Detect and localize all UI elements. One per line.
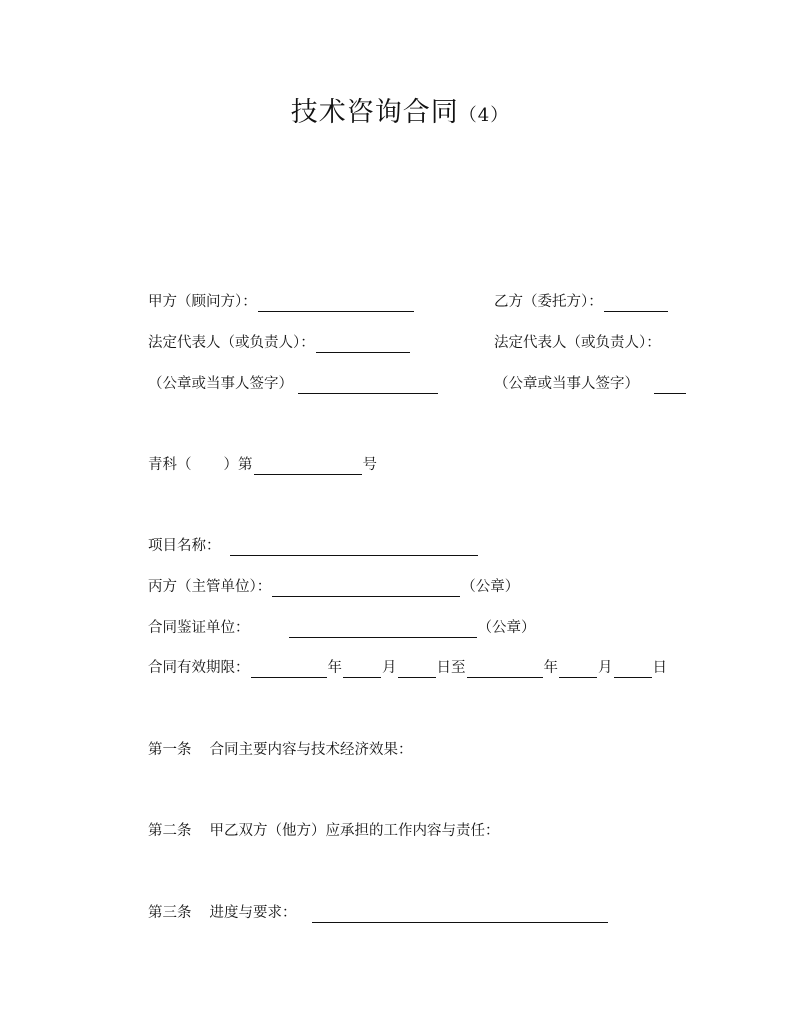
contract-no-field[interactable] [254, 459, 362, 475]
verify-unit-row [148, 618, 536, 638]
party-b-row [494, 292, 669, 312]
article-3-text: 进度与要求： [209, 905, 297, 921]
article-3-no: 第三条 [148, 905, 192, 921]
term-month2-label: 月 [598, 660, 613, 676]
party-a-seal-row [148, 374, 439, 394]
party-a-rep-field[interactable] [316, 337, 410, 353]
term-year-label: 年 [327, 660, 342, 676]
article-1 [148, 740, 413, 760]
party-a-row [148, 292, 415, 312]
contract-number-row [148, 455, 377, 475]
party-c-field[interactable] [272, 581, 460, 597]
project-name-field[interactable] [230, 540, 478, 556]
article-1-no: 第一条 [148, 742, 192, 758]
article-2-text: 甲乙双方（他方）应承担的工作内容与责任： [209, 823, 500, 839]
contract-no-prefix: 青科（ [148, 457, 192, 473]
article-3-field[interactable] [312, 907, 608, 923]
term-end-day-field[interactable] [614, 662, 652, 678]
term-start-year-field[interactable] [251, 662, 327, 678]
article-1-text: 合同主要内容与技术经济效果： [209, 742, 413, 758]
party-a-rep-label: 法定代表人（或负责人）： [148, 335, 315, 351]
party-c-label: 丙方（主管单位）： [148, 579, 272, 595]
party-c-row [148, 577, 519, 597]
term-end-month-field[interactable] [559, 662, 597, 678]
contract-no-suffix: 号 [362, 457, 377, 473]
title-main: 技术咨询合同 [290, 97, 459, 128]
project-name-label: 项目名称： [148, 538, 221, 554]
party-b-seal-row [494, 374, 687, 394]
contract-no-middle: ）第 [223, 457, 253, 473]
verify-unit-seal: （公章） [477, 620, 536, 636]
article-3 [148, 903, 609, 923]
party-a-name-field[interactable] [258, 296, 414, 312]
party-b-seal-label: （公章或当事人签字） [494, 376, 639, 392]
party-c-seal: （公章） [461, 579, 520, 595]
verify-unit-label: 合同鉴证单位： [148, 620, 250, 636]
party-a-seal-field[interactable] [298, 378, 438, 394]
term-month-label: 月 [382, 660, 397, 676]
party-b-name-field[interactable] [604, 296, 668, 312]
party-b-rep-row [494, 333, 661, 353]
article-2 [148, 821, 500, 841]
party-b-seal-field[interactable] [654, 378, 686, 394]
term-label: 合同有效期限： [148, 660, 250, 676]
party-a-seal-label: （公章或当事人签字） [148, 376, 293, 392]
document-title [0, 95, 800, 134]
term-day2-label: 日 [652, 660, 667, 676]
contract-term-row [148, 658, 667, 678]
term-day-to-label: 日至 [436, 660, 466, 676]
party-a-rep-row [148, 333, 411, 353]
term-year2-label: 年 [543, 660, 558, 676]
term-end-year-field[interactable] [467, 662, 543, 678]
term-start-day-field[interactable] [398, 662, 436, 678]
party-b-label: 乙方（委托方）： [494, 294, 603, 310]
title-suffix: （4） [458, 105, 510, 126]
article-2-no: 第二条 [148, 823, 192, 839]
verify-unit-field[interactable] [289, 622, 477, 638]
term-start-month-field[interactable] [343, 662, 381, 678]
project-name-row [148, 536, 479, 556]
party-b-rep-label: 法定代表人（或负责人）： [494, 335, 661, 351]
party-a-label: 甲方（顾问方）： [148, 294, 257, 310]
